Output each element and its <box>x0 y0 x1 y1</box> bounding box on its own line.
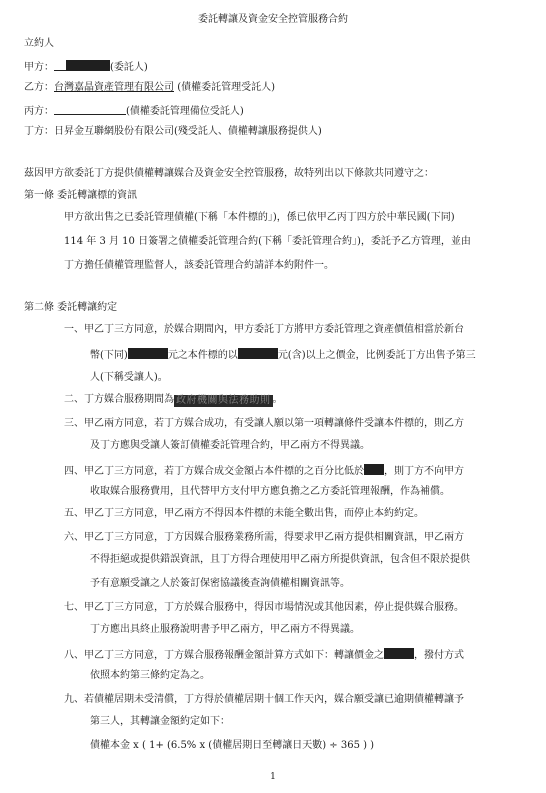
parties-label: 立約人 <box>24 38 54 49</box>
item-6-line-3: 予有意願受讓之人於簽訂保密協議後查詢債權相關資訊等。 <box>90 578 350 589</box>
item-2-end: 。 <box>272 394 283 405</box>
document-title: 委託轉讓及資金安全控管服務合約 <box>198 14 348 25</box>
item-8-line-2: 依照本約第三條約定為之。 <box>90 670 210 681</box>
page-number: 1 <box>270 772 276 782</box>
item-3-line-2: 及丁方應與受讓人簽訂債權委託管理合約，甲乙兩方不得異議。 <box>90 440 370 451</box>
item-2-text: 二、丁方媒合服務期間為 <box>64 394 174 405</box>
item-1-line-2 <box>90 348 476 362</box>
article-2-title: 第二條 委託轉讓約定 <box>24 302 118 313</box>
item-7-line-2: 丁方應出具終止服務說明書予甲乙兩方，甲乙兩方不得異議。 <box>90 624 360 635</box>
intro-paragraph: 茲因甲方欲委託丁方提供債權轉讓媒合及資金安全控管服務，故特列出以下條款共同遵守之： <box>24 168 434 179</box>
party-c-blank <box>54 104 126 115</box>
item-7-line-1: 七、甲乙丁三方同意，丁方於媒合服務中，得因市場情況或其他因素，停止提供媒合服務。 <box>64 602 464 613</box>
item-1-line-1: 一、甲乙丁三方同意，於媒合期間內，甲方委託丁方將甲方委託管理之資產價值相當於新台 <box>64 324 464 335</box>
item-1-redacted-amount-2 <box>238 348 278 359</box>
redacted-stamp-text: 政府機關與法務助則 <box>176 395 271 406</box>
item-4-line-2: 收取媒合服務費用，且代替甲方支付甲方應負擔之乙方委託管理報酬，作為補償。 <box>90 486 450 497</box>
item-6-line-2: 不得拒絕或提供錯誤資訊，且丁方得合理使用甲乙兩方所提供資訊，包含但不限於提供 <box>90 554 470 565</box>
party-b-suffix: (債權委託管理受託人) <box>177 82 275 93</box>
item-3-line-1: 三、甲乙兩方同意，若丁方媒合成功，有受讓人願以第一項轉讓條件受讓本件標的，則乙方 <box>64 418 464 429</box>
item-1-redacted-amount-1 <box>128 348 168 359</box>
transfer-amount-formula: 債權本金 x ( 1+ (6.5% x (債權居期日至轉讓日天數) ÷ 365 ) ) <box>90 740 375 751</box>
article-1-line-3: 丁方擔任債權管理監督人，該委託管理合約請詳本約附件一。 <box>64 260 334 271</box>
party-a-redacted <box>66 60 110 71</box>
article-1-line-2: 114 年 3 月 10 日簽署之債權委託管理合約(下稱「委託管理合約」)，委託予乙方管理，並由 <box>64 236 471 247</box>
party-d-line: 丁方：日昇金互聯網股份有限公司(殘受託人、債權轉讓服務提供人) <box>24 126 322 137</box>
party-a-prefix: 甲方： <box>24 62 54 73</box>
item-1-line-3: 人(下稱受讓人)。 <box>90 372 168 383</box>
party-c-line <box>24 104 244 118</box>
item-4-redacted-percent <box>364 464 384 475</box>
party-a-suffix: (委託人) <box>110 62 148 73</box>
item-4-line-1 <box>64 464 464 478</box>
party-a-line <box>24 60 148 74</box>
item-8-text-a: 八、甲乙丁三方同意，丁方媒合服務報酬金額計算方式如下：轉讓價金之 <box>64 650 384 661</box>
party-c-prefix: 丙方： <box>24 106 54 117</box>
item-2-line <box>64 394 283 407</box>
item-1-text-c: 元(含)以上之價金，比例委託丁方出售予第三 <box>277 350 476 361</box>
item-8-redacted-fee <box>384 648 414 659</box>
article-1-line-1: 甲方欲出售之已委託管理債權(下稱「本件標的」)，係已依甲乙丙丁四方於中華民國(下同) <box>64 212 455 223</box>
item-4-text-b: ，則丁方不向甲方 <box>384 466 464 477</box>
item-1-text-b: 元之本件標的以 <box>167 350 238 361</box>
party-c-suffix: (債權委託管理備位受託人) <box>126 106 244 117</box>
item-1-text-a: 幣(下同) <box>90 350 128 361</box>
item-9-line-1: 九、若債權居期未受清償，丁方得於債權居期十個工作天內，媒合願受讓已逾期債權轉讓予 <box>64 694 464 705</box>
item-4-text-a: 四、甲乙丁三方同意，若丁方媒合成交金額占本件標的之百分比低於 <box>64 466 364 477</box>
item-6-line-1: 六、甲乙丁三方同意，丁方因媒合服務業務所需，得要求甲乙兩方提供相關資訊，甲乙兩方 <box>64 532 464 543</box>
article-1-title: 第一條 委託轉讓標的資訊 <box>24 190 138 201</box>
party-b-line <box>24 82 275 94</box>
item-8-text-b: ，撥付方式 <box>414 650 464 661</box>
party-a-blank <box>54 60 66 71</box>
item-9-line-2: 第三人，其轉讓金額約定如下： <box>90 716 230 727</box>
item-5-line: 五、甲乙丁三方同意，甲乙兩方不得因本件標的未能全數出售，而停止本約約定。 <box>64 508 424 519</box>
party-b-prefix: 乙方： <box>24 82 54 93</box>
item-8-line-1 <box>64 648 464 662</box>
party-b-name: 台灣嘉晶資產管理有限公司 <box>54 82 174 93</box>
